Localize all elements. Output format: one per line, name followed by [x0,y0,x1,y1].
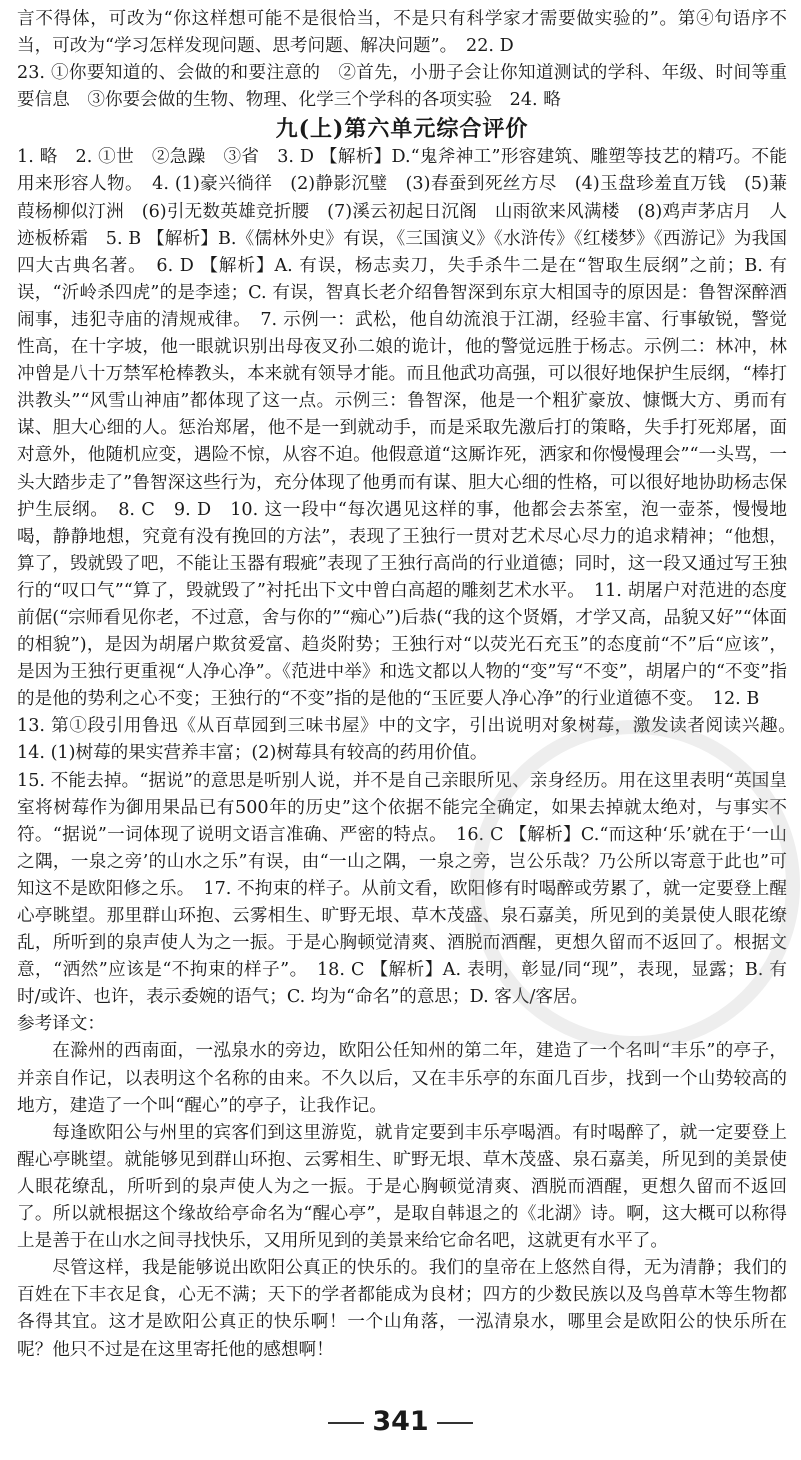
translation-paragraph: 每逢欧阳公与州里的宾客们到这里游览，就肯定要到丰乐亭喝酒。有时喝醉了，就一定要登上醒心亭眺望。就能够见到群山环抱、云雾相生、旷野无垠、草木茂盛、泉石嘉美，所见到的美景使人眼花缭乱，所听到的泉声使人为之一振。于是心胸顿觉清爽、酒脱而酒醒，更想久留而不返回了。所以就根据这个缘故给亭命名为“醒心亭”，是取自韩退之的《北湖》诗。啊，这大概可以称得上是善于在山水之间寻找快乐，又用所见到的美景来给它命名吧，这就更有水平了。 [17,1122,787,1252]
translation-paragraph: 尽管这样，我是能够说出欧阳公真正的快乐的。我们的皇帝在上悠然自得，无为清静；我们的百姓在下丰衣足食，心无不满；天下的学者都能成为良材；四方的少数民族以及鸟兽草木等生物都各得其宜。这才是欧阳公真正的快乐啊！一个山角落，一泓清泉水，哪里会是欧阳公的快乐所在呢？他只不过是在这里寄托他的感想啊！ [17,1258,787,1360]
answers-13-14: 13. 第①段引用鲁迅《从百草园到三味书屋》中的文字，引出说明对象树莓，激发读者阅读兴趣。 14. (1)树莓的果实营养丰富；(2)树莓具有较高的药用价值。 [17,716,787,764]
footer-dash-right [437,1422,473,1424]
page-footer [0,1402,801,1442]
answers-15-18: 15. 不能去掉。“据说”的意思是听别人说，并不是自己亲眼所见、亲身经历。用在这里表明“英国皇室将树莓作为御用果品已有500年的历史”这个依据不能完全确定，如果去掉就太绝对，与事实不符。“据说”一词体现了说明文语言准确、严密的特点。 16. C 【解析】C.“而这种‘乐’就在于‘一山之隅，一泉之旁’的山水之乐”有误，由“一山之隅，一泉之旁，岂公乐哉？乃公所以寄意于此也”可知这不是欧阳修之乐。 17. 不拘束的样子。从前文看，欧阳修有时喝醉或劳累了，就一定要登上醒心亭眺望。那里群山环抱、云雾相生、旷野无垠、草木茂盛、泉石嘉美，所见到的美景使人眼花缭乱，所听到的泉声使人为之一振。于是心胸顿觉清爽、酒脱而酒醒，更想久留而不返回了。根据文意，“洒然”应该是“不拘束的样子”。 18. C 【解析】A. 表明，彰显/同“现”，表现，显露；B. 有时/或许、也许，表示委婉的语气；C. 均为“命名”的意思；D. 客人/客居。 [17,770,787,1008]
answer-page [17,6,787,1406]
page-number: 341 [372,1406,429,1437]
translation-label: 参考译文： [17,1014,105,1035]
section-title: 九(上)第六单元综合评价 [275,116,529,143]
footer-dash-left [328,1422,364,1424]
paragraph-answer-23: 23. ①你要知道的、会做的和要注意的 ②首先，小册子会让你知道测试的学科、年级、时间等重要信息 ③你要会做的生物、物理、化学三个学科的各项实验 24. 略 [17,63,787,111]
translation-paragraph: 在滁州的西南面，一泓泉水的旁边，欧阳公任知州的第二年，建造了一个名叫“丰乐”的亭子，并亲自作记，以表明这个名称的由来。不久以后，又在丰乐亭的东面几百步，找到一个山势较高的地方，建造了一个叫“醒心”的亭子，让我作记。 [17,1041,787,1116]
paragraph-continued: 言不得体，可改为“你这样想可能不是很恰当，不是只有科学家才需要做实验的”。第④句语序不当，可改为“学习怎样发现问题、思考问题、解决问题”。 22. D [17,9,787,57]
answers-1-12: 1. 略 2. ①世 ②急躁 ③省 3. D 【解析】D.“鬼斧神工”形容建筑、雕塑等技艺的精巧。不能用来形容人物。 4. (1)豪兴徜徉 (2)静影沉璧 (3)春蚕到死丝方尽 (4)玉盘珍羞直万钱 (5)蒹葭杨柳似汀洲 (6)引无数英雄竞折腰 (7)溪云初起日沉阁 山雨欲来风满楼 (8)鸡声茅店月 人迹板桥霜 5. B 【解析】B.《儒林外史》有误，《三国演义》《水浒传》《红楼梦》《西游记》为我国四大古典名著。 6. D 【解析】A. 有误，杨志卖刀，失手杀牛二是在“智取生辰纲”之前；B. 有误，“沂岭杀四虎”的是李逵；C. 有误，智真长老介绍鲁智深到东京大相国寺的原因是：鲁智深醉酒闹事，违犯寺庙的清规戒律。 7. 示例一：武松，他自幼流浪于江湖，经验丰富、行事敏锐，警觉性高，在十字坡，他一眼就识别出母夜叉孙二娘的诡计，他的警觉远胜于杨志。示例二：林冲，林冲曾是八十万禁军枪棒教头，本来就有领导才能。而且他武功高强，可以很好地保护生辰纲，“棒打洪教头”“风雪山神庙”都体现了这一点。示例三：鲁智深，他是一个粗犷豪放、慷慨大方、勇而有谋、胆大心细的人。惩治郑屠，他不是一到就动手，而是采取先激后打的策略，失手打死郑屠，面对意外，他随机应变，遇险不惊，从容不迫。他假意道“这厮诈死，洒家和你慢慢理会”“一头骂，一头大踏步走了”鲁智深这些行为，充分体现了他勇而有谋、胆大心细的性格，可以很好地协助杨志保护生辰纲。 8. C 9. D 10. 这一段中“每次遇见这样的事，他都会去茶室，泡一壶茶，慢慢地喝，静静地想，究竟有没有挽回的方法”，表现了王独行一贯对艺术尽心尽力的追求精神；“他想，算了，毁就毁了吧，不能让玉器有瑕疵”表现了王独行高尚的行业道德；同时，这一段又通过写王独行的“叹口气”“算了，毁就毁了”衬托出下文中曾白高超的雕刻艺术水平。 11. 胡屠户对范进的态度前倨(“宗师看见你老，不过意，舍与你的”“痴心”)后恭(“我的这个贤婿，才学又高，品貌又好”“体面的相貌”)，是因为胡屠户欺贫爱富、趋炎附势；王独行对“以荧光石充玉”的态度前“不”后“应该”，是因为王独行更重视“人净心净”。《范进中举》和选文都以人物的“变”写“不变”，胡屠户的“不变”指的是他的势利之心不变；王独行的“不变”指的是他的“玉匠要人净心净”的行业道德不变。 12. B [17,147,787,710]
